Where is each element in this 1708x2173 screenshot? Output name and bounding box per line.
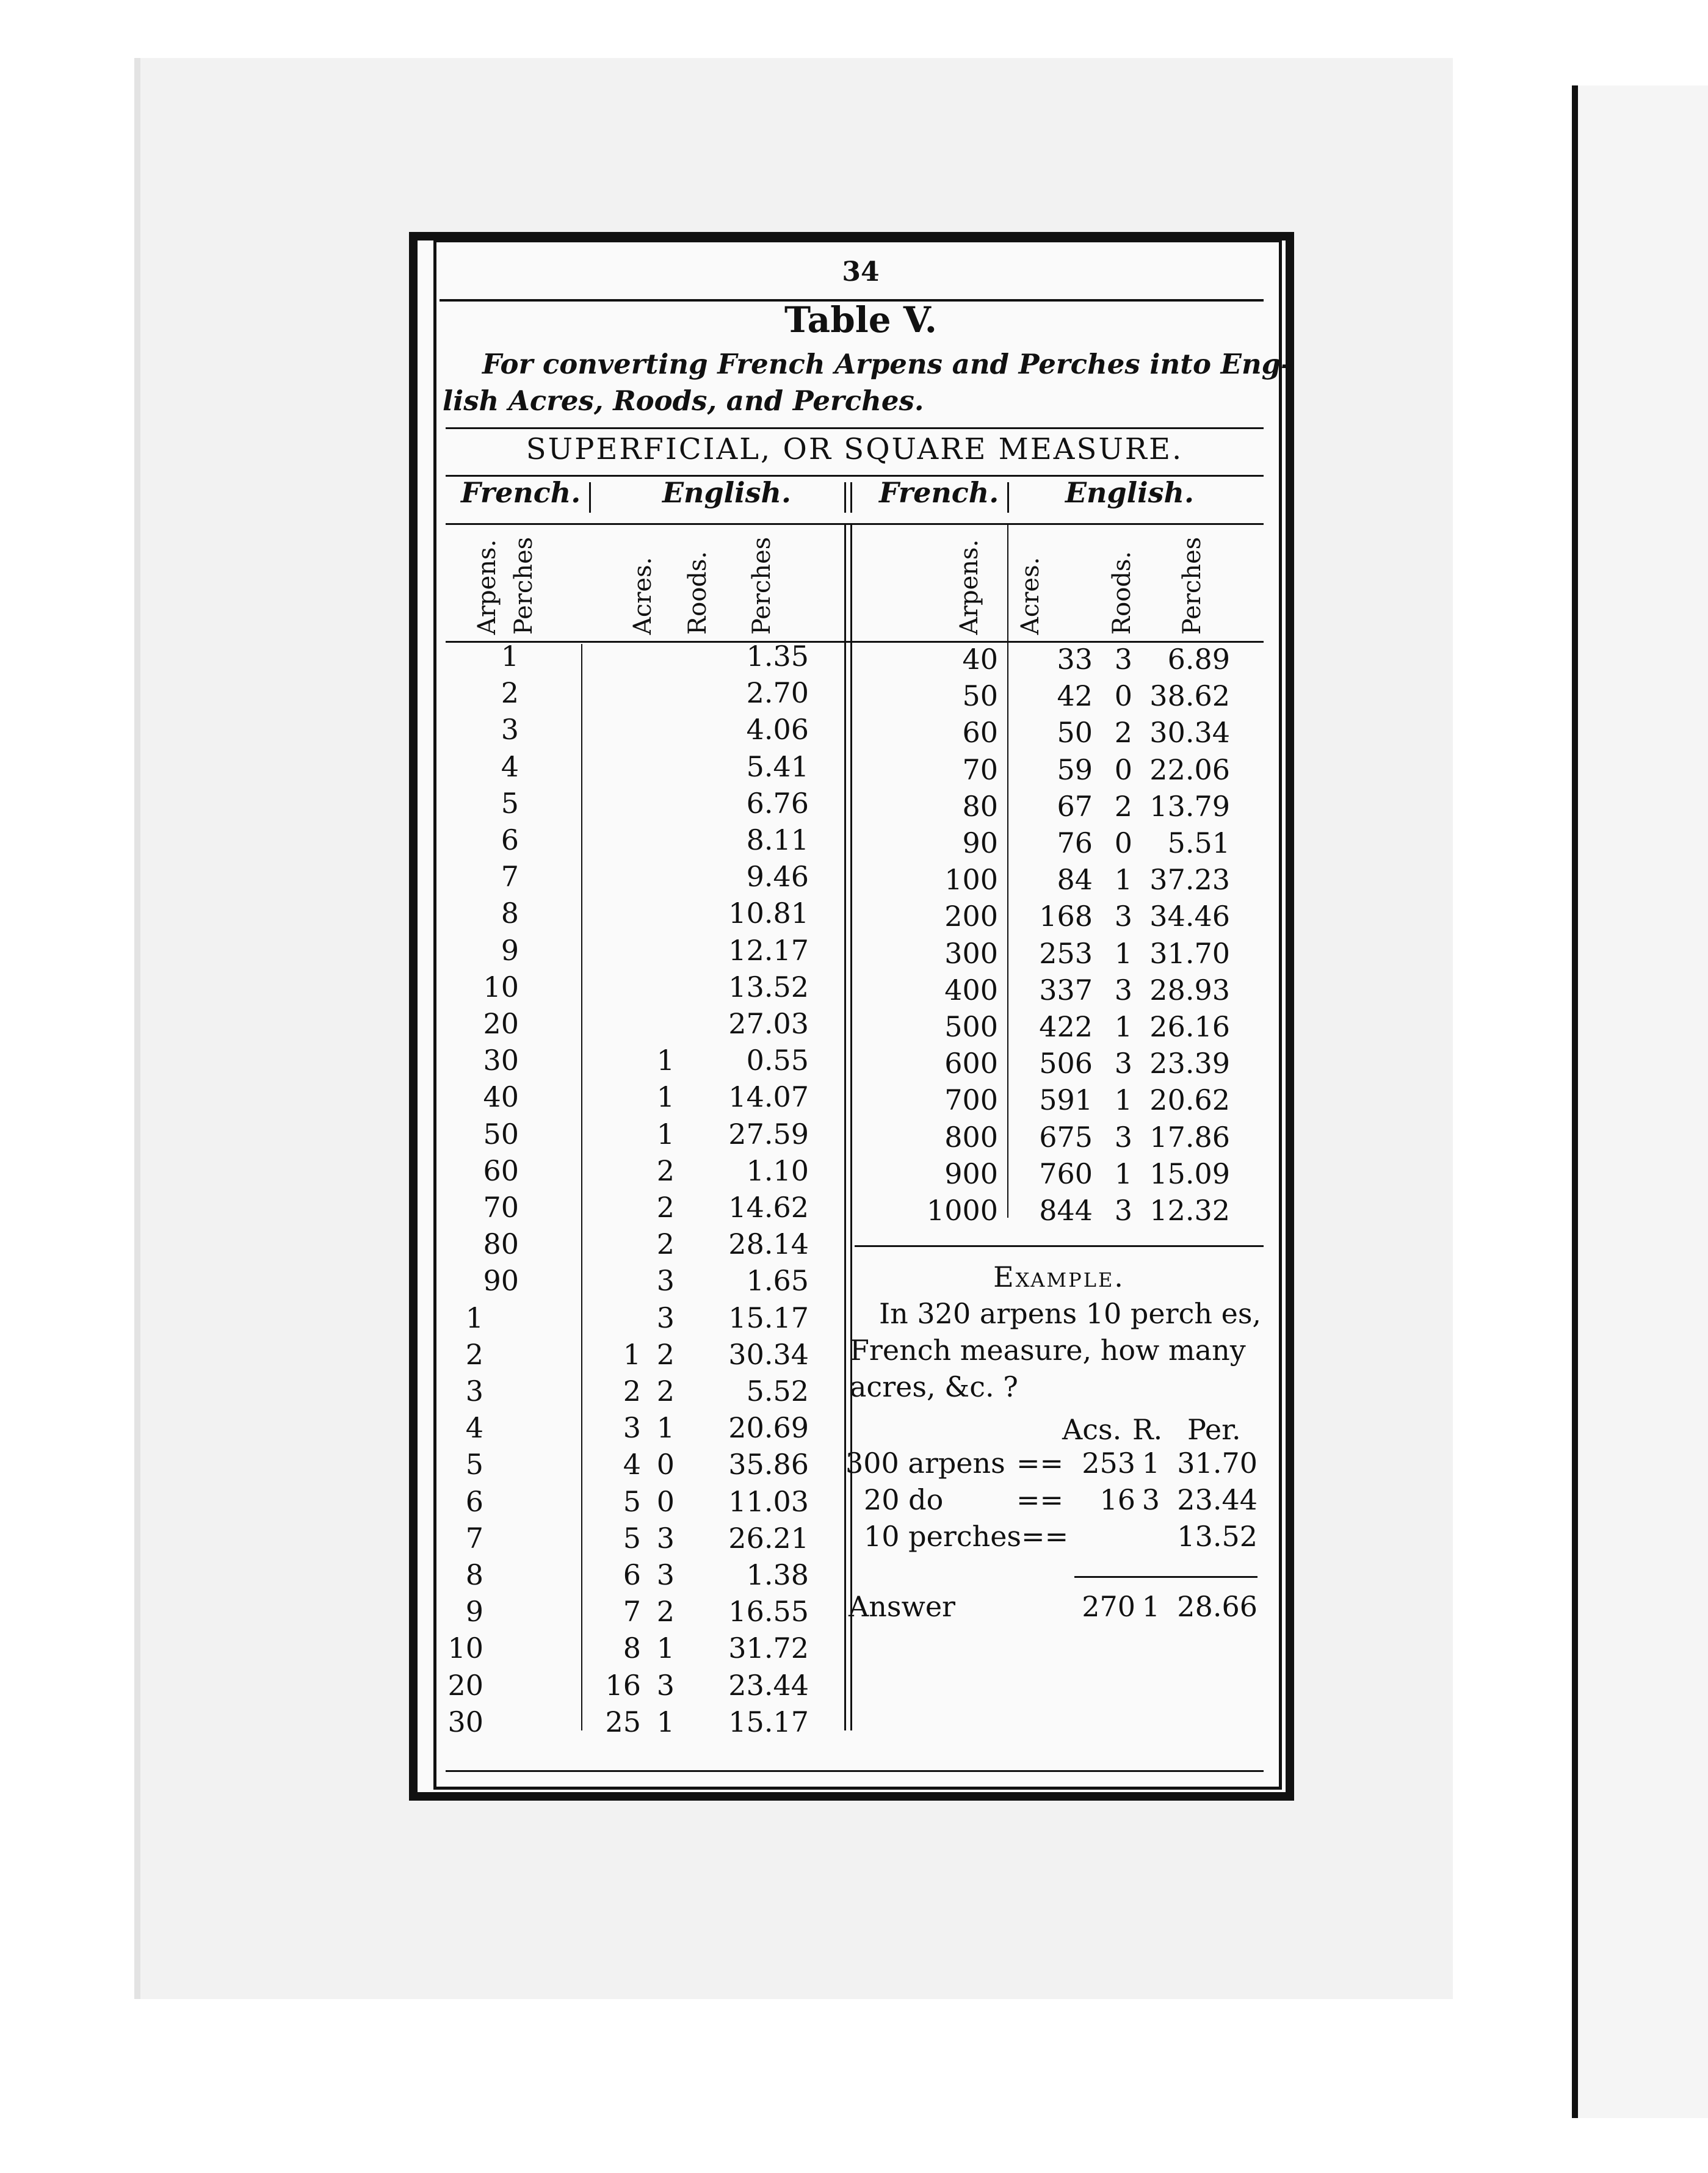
cell-eng-perches: 31.70	[1149, 936, 1230, 970]
rule-subtitle	[446, 427, 1264, 429]
cell-arpens: 70	[962, 753, 998, 786]
cell-acres: 5	[623, 1484, 641, 1518]
cell-arpens: 500	[944, 1010, 998, 1043]
cell-arpens: 800	[944, 1120, 998, 1154]
cell-arpens: 8	[465, 1558, 483, 1591]
example-row-r: 1	[1142, 1447, 1160, 1480]
table-row	[446, 1373, 842, 1409]
cell-acres: 2	[623, 1375, 641, 1408]
cell-arpens: 900	[944, 1157, 998, 1190]
rule-answer	[1074, 1576, 1257, 1578]
answer-per: 28.66	[1177, 1590, 1257, 1623]
subtitle-line-2: lish Acres, Roods, and Perches.	[443, 385, 924, 417]
cell-arpens: 7	[465, 1521, 483, 1555]
cell-arpens: 30	[447, 1705, 483, 1738]
table-row	[446, 1005, 842, 1042]
table-row	[855, 714, 1245, 751]
example-row-acs: 253	[1082, 1447, 1135, 1480]
cell-arpens: 6	[465, 1484, 483, 1518]
example-col-per: Per.	[1187, 1413, 1241, 1446]
cell-eng-perches: 5.52	[746, 1375, 809, 1408]
col-header-roods-left: Roods.	[684, 551, 712, 635]
example-row-per: 23.44	[1177, 1483, 1257, 1516]
group-divider-2	[844, 482, 846, 513]
cell-roods: 2	[656, 1191, 675, 1224]
cell-eng-perches: 11.03	[728, 1484, 809, 1518]
cell-eng-perches: 27.03	[728, 1007, 809, 1040]
cell-roods: 1	[1114, 863, 1132, 897]
group-divider-4	[1007, 482, 1009, 513]
table-row	[446, 1630, 842, 1666]
cell-eng-perches: 30.34	[1149, 716, 1230, 750]
cell-eng-perches: 6.76	[746, 786, 809, 820]
table-row	[446, 932, 842, 969]
cell-arpens: 80	[962, 789, 998, 823]
cell-roods: 2	[656, 1595, 675, 1629]
table-row	[446, 1300, 842, 1336]
group-header-french-right: French.	[879, 476, 999, 509]
example-row-label: 20 do	[864, 1483, 944, 1516]
table-row	[446, 858, 842, 895]
table-row	[855, 1008, 1245, 1045]
cell-perches: 1	[501, 640, 519, 673]
cell-perches: 70	[483, 1191, 519, 1224]
cell-eng-perches: 13.79	[1149, 789, 1230, 823]
cell-roods: 1	[656, 1705, 675, 1738]
cell-roods: 3	[1114, 1194, 1132, 1227]
cell-acres: 25	[605, 1705, 641, 1738]
cell-acres: 67	[1057, 789, 1093, 823]
cell-arpens: 1	[465, 1301, 483, 1334]
facing-page-edge	[1572, 85, 1708, 2118]
table-row	[446, 1152, 842, 1189]
example-row-per: 13.52	[1177, 1520, 1257, 1553]
cell-perches: 4	[501, 750, 519, 783]
cell-eng-perches: 15.17	[728, 1301, 809, 1334]
table-row	[446, 1226, 842, 1262]
cell-eng-perches: 22.06	[1149, 753, 1230, 786]
table-row	[855, 972, 1245, 1008]
cell-acres: 675	[1039, 1120, 1093, 1154]
cell-roods: 3	[656, 1521, 675, 1555]
cell-acres: 422	[1039, 1010, 1093, 1043]
col-header-acres-left: Acres.	[629, 557, 657, 635]
cell-acres: 1	[623, 1337, 641, 1371]
table-row	[855, 898, 1245, 935]
cell-arpens: 4	[465, 1411, 483, 1445]
cell-acres: 253	[1039, 936, 1093, 970]
col-rule-center-a	[844, 525, 846, 1730]
cell-acres: 50	[1057, 716, 1093, 750]
cell-roods: 3	[656, 1558, 675, 1591]
cell-acres: 591	[1039, 1083, 1093, 1117]
rule-group-headers	[446, 523, 1264, 525]
cell-arpens: 9	[465, 1595, 483, 1629]
cell-roods: 0	[656, 1448, 675, 1481]
cell-eng-perches: 20.69	[728, 1411, 809, 1445]
cell-eng-perches: 10.81	[728, 897, 809, 930]
cell-acres: 7	[623, 1595, 641, 1629]
cell-eng-perches: 12.32	[1149, 1194, 1230, 1227]
cell-arpens: 1000	[926, 1194, 998, 1227]
cell-roods: 0	[1114, 826, 1132, 859]
cell-acres: 337	[1039, 973, 1093, 1007]
cell-eng-perches: 30.34	[728, 1337, 809, 1371]
cell-acres: 4	[623, 1448, 641, 1481]
table-row	[446, 674, 842, 711]
col-header-arpens-right: Arpens.	[955, 539, 983, 635]
example-row-label: 300 arpens	[845, 1447, 1005, 1480]
cell-eng-perches: 26.21	[728, 1521, 809, 1555]
cell-eng-perches: 0.55	[746, 1044, 809, 1077]
cell-acres: 33	[1057, 643, 1093, 676]
cell-eng-perches: 12.17	[728, 933, 809, 967]
cell-perches: 90	[483, 1264, 519, 1298]
table-row	[855, 1155, 1245, 1192]
table-row	[855, 751, 1245, 788]
cell-perches: 3	[501, 713, 519, 747]
cell-perches: 10	[483, 970, 519, 1003]
cell-perches: 7	[501, 860, 519, 894]
col-rule-center-b	[850, 525, 852, 1730]
answer-label: Answer	[849, 1590, 956, 1623]
cell-arpens: 40	[962, 643, 998, 676]
table-row	[855, 788, 1245, 825]
cell-perches: 60	[483, 1154, 519, 1187]
cell-eng-perches: 9.46	[746, 860, 809, 894]
table-row	[855, 935, 1245, 972]
table-row	[855, 641, 1245, 678]
table-row	[855, 1082, 1245, 1118]
cell-arpens: 5	[465, 1448, 483, 1481]
cell-eng-perches: 28.14	[728, 1228, 809, 1261]
cell-arpens: 300	[944, 936, 998, 970]
cell-eng-perches: 1.35	[746, 640, 809, 673]
cell-arpens: 90	[962, 826, 998, 859]
cell-acres: 8	[623, 1632, 641, 1665]
subtitle-line-1: For converting French Arpens and Perches into Eng-	[482, 348, 1292, 380]
cell-roods: 1	[1114, 1083, 1132, 1117]
cell-acres: 3	[623, 1411, 641, 1445]
cell-roods: 0	[1114, 679, 1132, 713]
cell-acres: 5	[623, 1521, 641, 1555]
cell-perches: 6	[501, 823, 519, 856]
cell-roods: 2	[656, 1375, 675, 1408]
table-row	[446, 1079, 842, 1115]
table-row	[446, 1262, 842, 1299]
cell-roods: 3	[1114, 643, 1132, 676]
cell-perches: 30	[483, 1044, 519, 1077]
group-header-english-left: English.	[662, 476, 791, 509]
col-header-acres-right: Acres.	[1016, 557, 1044, 635]
cell-arpens: 20	[447, 1668, 483, 1702]
rule-example	[855, 1245, 1264, 1247]
cell-perches: 40	[483, 1080, 519, 1114]
cell-arpens: 50	[962, 679, 998, 713]
cell-eng-perches: 14.62	[728, 1191, 809, 1224]
cell-arpens: 200	[944, 900, 998, 933]
rule-bottom	[446, 1770, 1264, 1772]
page-number: 34	[842, 256, 880, 287]
group-header-french-left: French.	[461, 476, 581, 509]
table-row	[446, 748, 842, 785]
example-row-equals: ==	[1016, 1483, 1064, 1516]
group-divider-3	[850, 482, 852, 513]
table-row	[446, 1336, 842, 1373]
cell-roods: 1	[656, 1044, 675, 1077]
example-row-label: 10 perches==	[864, 1520, 1069, 1553]
cell-eng-perches: 13.52	[728, 970, 809, 1003]
table-row	[446, 1116, 842, 1152]
cell-roods: 1	[1114, 1010, 1132, 1043]
col-header-arpens-left: Arpens.	[473, 539, 501, 635]
cell-eng-perches: 34.46	[1149, 900, 1230, 933]
cell-eng-perches: 5.51	[1167, 826, 1230, 859]
answer-r: 1	[1142, 1590, 1160, 1623]
cell-roods: 2	[1114, 716, 1132, 750]
table-row	[446, 638, 842, 674]
cell-arpens: 10	[447, 1632, 483, 1665]
cell-arpens: 3	[465, 1375, 483, 1408]
cell-roods: 1	[1114, 1157, 1132, 1190]
example-row-r: 3	[1142, 1483, 1160, 1516]
cell-perches: 2	[501, 676, 519, 710]
cell-roods: 3	[1114, 900, 1132, 933]
table-row	[855, 825, 1245, 861]
cell-arpens: 100	[944, 863, 998, 897]
table-row	[855, 678, 1245, 714]
cell-eng-perches: 15.17	[728, 1705, 809, 1738]
table-row	[446, 895, 842, 931]
cell-roods: 2	[1114, 789, 1132, 823]
cell-acres: 168	[1039, 900, 1093, 933]
cell-eng-perches: 16.55	[728, 1595, 809, 1629]
measure-heading: SUPERFICIAL, OR SQUARE MEASURE.	[526, 432, 1184, 466]
cell-eng-perches: 23.44	[728, 1668, 809, 1702]
cell-roods: 1	[656, 1632, 675, 1665]
cell-perches: 20	[483, 1007, 519, 1040]
cell-eng-perches: 8.11	[746, 823, 809, 856]
table-row	[446, 1520, 842, 1557]
example-row-per: 31.70	[1177, 1447, 1257, 1480]
table-row	[446, 1704, 842, 1740]
cell-eng-perches: 35.86	[728, 1448, 809, 1481]
cell-roods: 1	[656, 1080, 675, 1114]
table-row	[855, 1192, 1245, 1229]
cell-arpens: 600	[944, 1047, 998, 1080]
table-row	[446, 1446, 842, 1483]
cell-eng-perches: 1.65	[746, 1264, 809, 1298]
cell-acres: 42	[1057, 679, 1093, 713]
cell-roods: 3	[1114, 1047, 1132, 1080]
cell-eng-perches: 5.41	[746, 750, 809, 783]
example-col-r: R.	[1132, 1413, 1163, 1446]
example-col-acs: Acs.	[1062, 1413, 1122, 1446]
cell-acres: 76	[1057, 826, 1093, 859]
cell-roods: 3	[1114, 973, 1132, 1007]
cell-perches: 9	[501, 933, 519, 967]
cell-arpens: 2	[465, 1337, 483, 1371]
cell-eng-perches: 31.72	[728, 1632, 809, 1665]
cell-eng-perches: 26.16	[1149, 1010, 1230, 1043]
table-row	[446, 1189, 842, 1226]
cell-eng-perches: 23.39	[1149, 1047, 1230, 1080]
example-line-3: acres, &c. ?	[850, 1370, 1018, 1403]
col-header-roods-right: Roods.	[1108, 551, 1136, 635]
cell-eng-perches: 1.38	[746, 1558, 809, 1591]
cell-eng-perches: 6.89	[1167, 643, 1230, 676]
table-row	[446, 1557, 842, 1593]
cell-roods: 1	[656, 1411, 675, 1445]
table-row	[446, 1593, 842, 1630]
cell-acres: 16	[605, 1668, 641, 1702]
cell-eng-perches: 17.86	[1149, 1120, 1230, 1154]
cell-perches: 50	[483, 1117, 519, 1151]
table-row	[446, 711, 842, 748]
cell-acres: 760	[1039, 1157, 1093, 1190]
table-row	[446, 1667, 842, 1704]
col-header-perches-left: Perches	[510, 537, 538, 635]
group-divider-1	[589, 482, 591, 513]
table-row	[446, 785, 842, 822]
cell-eng-perches: 2.70	[746, 676, 809, 710]
col-header-engperches-left: Perches	[748, 537, 776, 635]
cell-perches: 8	[501, 897, 519, 930]
cell-arpens: 700	[944, 1083, 998, 1117]
cell-eng-perches: 20.62	[1149, 1083, 1230, 1117]
cell-acres: 844	[1039, 1194, 1093, 1227]
cell-roods: 3	[1114, 1120, 1132, 1154]
cell-eng-perches: 37.23	[1149, 863, 1230, 897]
cell-roods: 0	[656, 1484, 675, 1518]
table-row	[855, 1045, 1245, 1082]
example-heading: Example.	[993, 1260, 1125, 1293]
cell-eng-perches: 15.09	[1149, 1157, 1230, 1190]
table-title: Table V.	[784, 299, 937, 341]
cell-roods: 2	[656, 1228, 675, 1261]
table-row	[446, 1042, 842, 1079]
cell-eng-perches: 1.10	[746, 1154, 809, 1187]
cell-arpens: 400	[944, 973, 998, 1007]
cell-roods: 2	[656, 1154, 675, 1187]
cell-eng-perches: 27.59	[728, 1117, 809, 1151]
table-row	[446, 822, 842, 858]
example-row-acs: 16	[1099, 1483, 1135, 1516]
example-line-2: French measure, how many	[850, 1334, 1246, 1367]
cell-roods: 1	[656, 1117, 675, 1151]
cell-roods: 0	[1114, 753, 1132, 786]
cell-eng-perches: 4.06	[746, 713, 809, 747]
cell-roods: 2	[656, 1337, 675, 1371]
cell-roods: 3	[656, 1301, 675, 1334]
table-row	[446, 1409, 842, 1446]
table-row	[446, 1483, 842, 1520]
table-row	[855, 861, 1245, 898]
table-row	[446, 969, 842, 1005]
group-header-english-right: English.	[1065, 476, 1194, 509]
cell-arpens: 60	[962, 716, 998, 750]
answer-acs: 270	[1082, 1590, 1135, 1623]
cell-acres: 59	[1057, 753, 1093, 786]
col-header-engperches-right: Perches	[1178, 537, 1206, 635]
cell-perches: 5	[501, 786, 519, 820]
cell-roods: 3	[656, 1668, 675, 1702]
cell-eng-perches: 14.07	[728, 1080, 809, 1114]
cell-acres: 506	[1039, 1047, 1093, 1080]
example-row-equals: ==	[1016, 1447, 1064, 1480]
cell-eng-perches: 38.62	[1149, 679, 1230, 713]
cell-roods: 3	[656, 1264, 675, 1298]
table-row	[855, 1119, 1245, 1155]
cell-acres: 6	[623, 1558, 641, 1591]
cell-perches: 80	[483, 1228, 519, 1261]
cell-roods: 1	[1114, 936, 1132, 970]
cell-eng-perches: 28.93	[1149, 973, 1230, 1007]
example-line-1: In 320 arpens 10 perch es,	[879, 1297, 1262, 1330]
cell-acres: 84	[1057, 863, 1093, 897]
